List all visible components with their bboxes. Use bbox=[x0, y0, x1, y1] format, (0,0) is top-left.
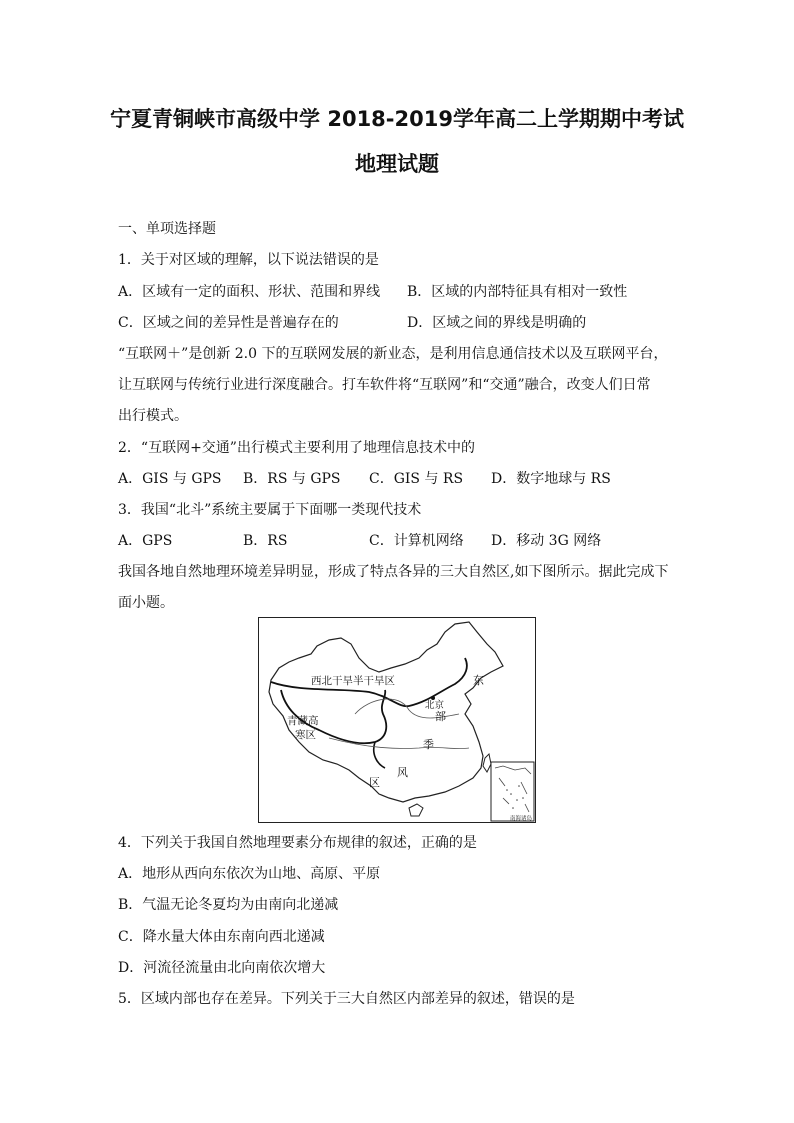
passage-line-1: “互联网＋”是创新 2.0 下的互联网发展的新业态，是利用信息通信技术以及互联网平台， bbox=[118, 346, 668, 362]
question-3-option-d: D．移动 3G 网络 bbox=[491, 533, 602, 549]
document-subtitle: 地理试题 bbox=[355, 152, 439, 176]
china-natural-regions-map bbox=[258, 617, 536, 823]
question-3-option-b: B．RS bbox=[243, 533, 288, 549]
question-3-stem: 3．我国“北斗”系统主要属于下面哪一类现代技术 bbox=[118, 502, 422, 518]
label-east-3: 季 bbox=[423, 738, 434, 751]
hainan-island bbox=[409, 804, 423, 816]
label-northwest: 西北干旱半干旱区 bbox=[311, 675, 395, 687]
question-3-option-a: A．GPS bbox=[118, 533, 173, 549]
label-inset: 南海诸岛 bbox=[510, 816, 533, 822]
question-2-option-a: A．GIS 与 GPS bbox=[118, 471, 222, 487]
label-tibet-1: 青藏高 bbox=[287, 715, 319, 727]
question-2-option-b: B．RS 与 GPS bbox=[243, 471, 341, 487]
question-5-stem: 5．区域内部也存在差异。下列关于三大自然区内部差异的叙述，错误的是 bbox=[118, 991, 575, 1007]
question-2-option-c: C．GIS 与 RS bbox=[369, 471, 464, 487]
china-outline bbox=[269, 622, 503, 802]
question-1-stem: 1．关于对区域的理解，以下说法错误的是 bbox=[118, 252, 379, 268]
label-beijing: 北京 bbox=[425, 700, 445, 711]
question-1-option-c: C．区域之间的差异性是普遍存在的 bbox=[118, 315, 339, 331]
question-4-option-b: B．气温无论冬夏均为由南向北递减 bbox=[118, 897, 339, 913]
label-east-1: 东 bbox=[473, 674, 484, 687]
question-4-option-c: C．降水量大体由东南向西北递减 bbox=[118, 929, 325, 945]
intro-line-2: 面小题。 bbox=[118, 595, 174, 611]
monsoon-boundary bbox=[374, 742, 385, 768]
map-drawing bbox=[259, 618, 535, 822]
question-2-option-d: D．数字地球与 RS bbox=[491, 471, 611, 487]
label-east-2: 部 bbox=[435, 710, 446, 723]
question-4-option-d: D．河流径流量由北向南依次增大 bbox=[118, 960, 326, 976]
passage-line-2: 让互联网与传统行业进行深度融合。打车软件将“互联网”和“交通”融合，改变人们日常 bbox=[118, 377, 651, 393]
passage-line-3: 出行模式。 bbox=[118, 408, 188, 424]
question-4-option-a: A．地形从西向东依次为山地、高原、平原 bbox=[118, 866, 381, 882]
label-tibet-2: 寒区 bbox=[295, 729, 316, 741]
label-east-5: 区 bbox=[369, 776, 380, 789]
taiwan-island bbox=[483, 754, 491, 772]
label-east-4: 风 bbox=[397, 766, 408, 779]
question-1-option-d: D．区域之间的界线是明确的 bbox=[407, 315, 587, 331]
document-title: 宁夏青铜峡市高级中学 2018-2019学年高二上学期期中考试 bbox=[110, 107, 684, 131]
question-2-stem: 2．“互联网+交通”出行模式主要利用了地理信息技术中的 bbox=[118, 440, 475, 456]
yangtze-river bbox=[329, 738, 469, 749]
section-heading: 一、单项选择题 bbox=[118, 221, 216, 237]
question-1-option-a: A．区域有一定的面积、形状、范围和界线 bbox=[118, 284, 381, 300]
question-1-option-b: B．区域的内部特征具有相对一致性 bbox=[407, 284, 628, 300]
question-4-stem: 4．下列关于我国自然地理要素分布规律的叙述，正确的是 bbox=[118, 835, 477, 851]
intro-line-1: 我国各地自然地理环境差异明显，形成了特点各异的三大自然区,如下图所示。据此完成下 bbox=[118, 564, 669, 580]
question-3-option-c: C．计算机网络 bbox=[369, 533, 464, 549]
